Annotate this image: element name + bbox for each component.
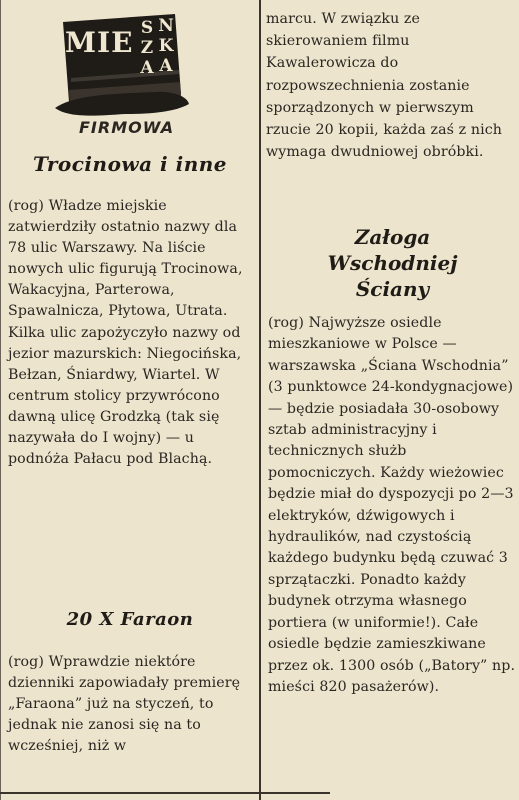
- headline-zaloga-line3: Ściany: [355, 277, 430, 301]
- headline-zaloga-line2: Wschodniej: [327, 251, 458, 275]
- masthead-vertical-b: [158, 16, 174, 79]
- bottom-rule: [0, 792, 330, 794]
- article-faraon-body: (rog) Wprawdzie niektóre dzienniki zapowiadały premierę „Faraona” już na styczeń, to jednak nie zanosi się na to wcześniej, niż w: [8, 654, 241, 755]
- masthead-word-bottom: FIRMOWA: [79, 118, 175, 137]
- left-edge-rule: [0, 0, 1, 800]
- column-divider: [259, 0, 261, 800]
- masthead-word-top: MIE: [65, 26, 134, 59]
- headline-faraon: 20 X Faraon: [66, 609, 194, 630]
- article-trocinowa-body: (rog) Władze miejskie zatwierdziły ostatnio nazwy dla 78 ulic Warszawy. Na liście nowych ulic figurują Trocinowa, Wakacyjna, Parterowa, Spawalnicza, Płytowa, Utrata. Kilka ulic zapożyczyło nazwy od jezior mazurskich: Niegocińska, Bełzan, Śniardwy, Wiartel. W centrum stolicy przywrócono dawną ulicę Grodzką (tak się nazywała do I wojny) — u podnóża Pałacu pod Blachą.: [8, 198, 243, 468]
- section-masthead-logo: [55, 8, 190, 146]
- headline-trocinowa: Trocinowa i inne: [32, 152, 228, 176]
- headline-zaloga-line1: Załoga: [354, 225, 431, 249]
- masthead-vertical-a-text: SZA: [137, 18, 157, 78]
- masthead-vertical-b-text: NKA: [156, 16, 176, 76]
- article-zaloga-body: (rog) Najwyższe osiedle mieszkaniowe w Polsce — warszawska „Ściana Wschodnia” (3 punktowce 24-kondygnacjowe) — będzie posiadała 30-osobowy sztab administracyjny i technicznych służb pomocniczych. Każdy wieżowiec będzie miał do dyspozycji po 2—3 elektryków, dźwigowych i hydraulików, nad czystością każdego budynku będą czuwać 3 sprzątaczki. Ponadto każdy budynek otrzyma własnego portiera (w uniformie!). Całe osiedle będzie zamieszkiwane przez ok. 1300 osób („Batory” np. mieści 820 pasażerów).: [268, 315, 516, 695]
- article-faraon-continuation: marcu. W związku ze skierowaniem filmu Kawalerowicza do rozpowszechnienia zostanie sporządzonych w pierwszym rzucie 20 kopii, każda zaś z nich wymaga dwudniowej obróbki.: [266, 11, 503, 161]
- headline-zaloga: [266, 224, 519, 302]
- masthead-vertical-a: [139, 18, 155, 81]
